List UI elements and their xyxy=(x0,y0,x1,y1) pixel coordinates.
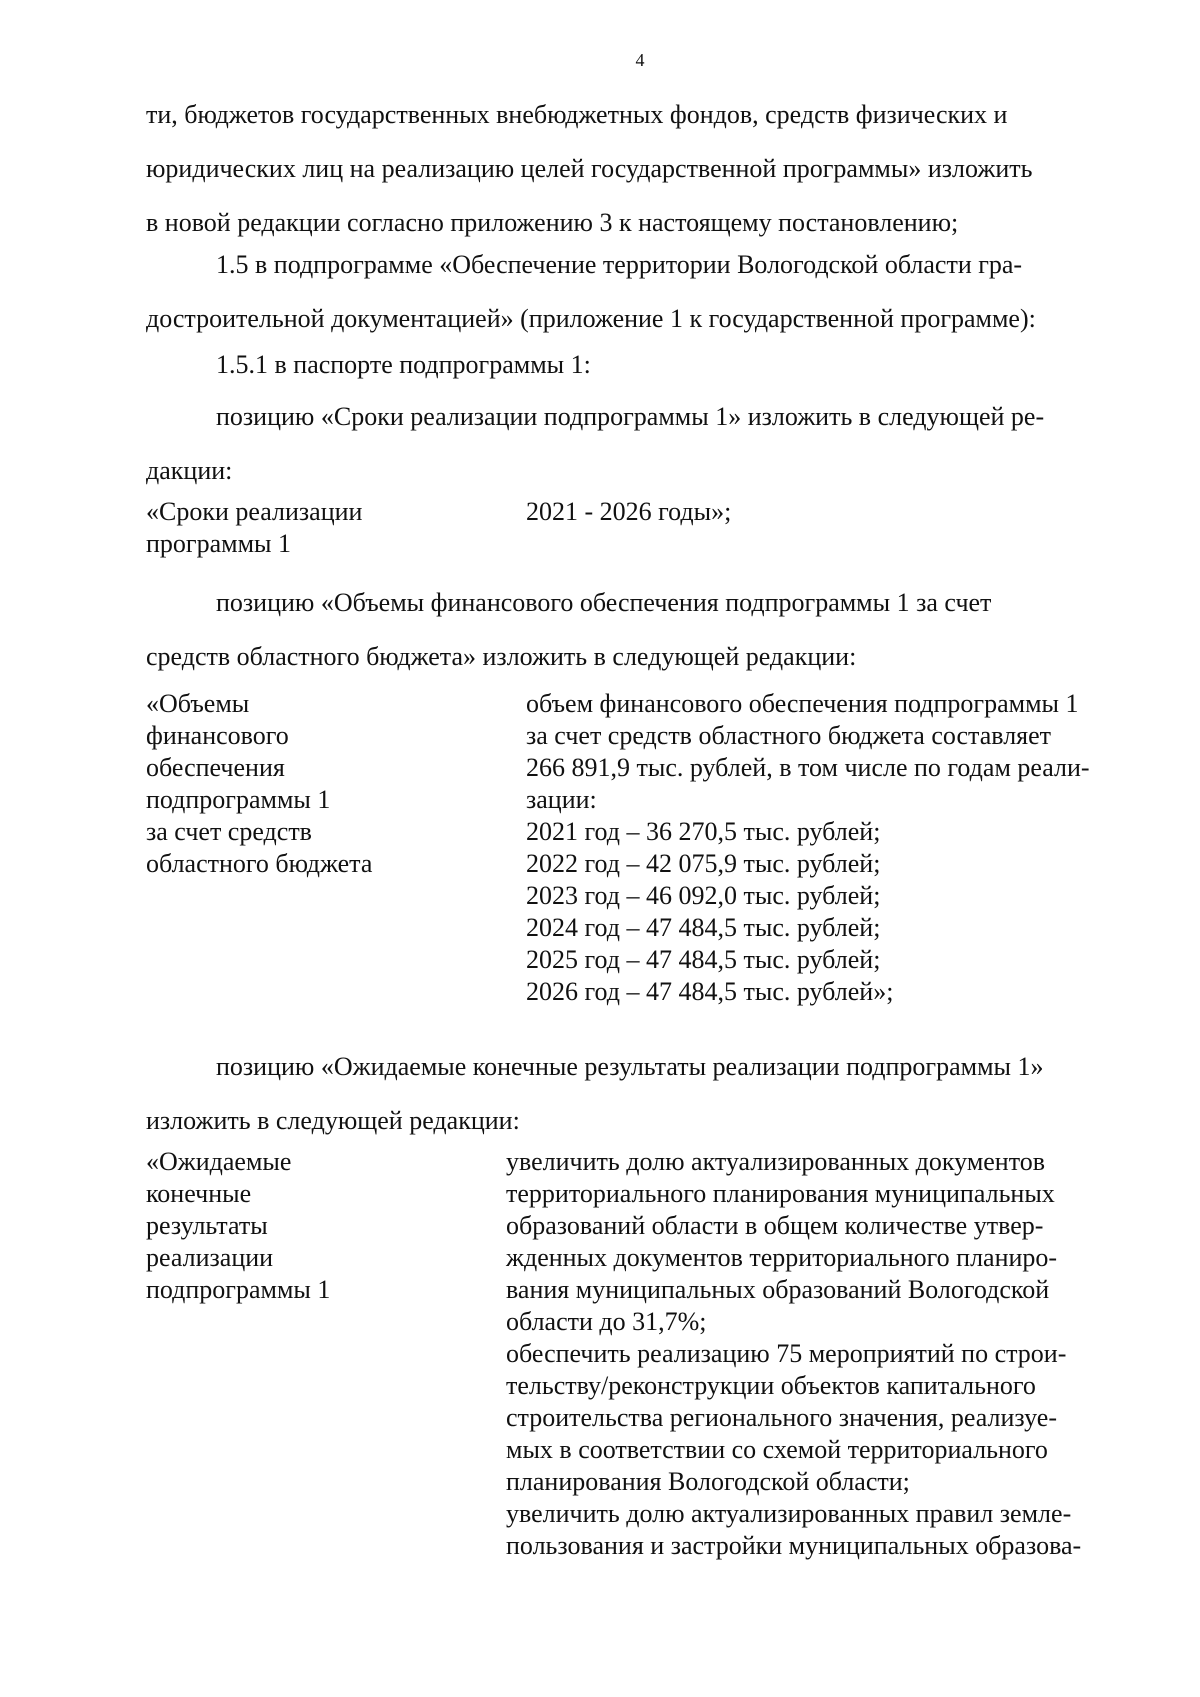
value-line: тельству/реконструкции объектов капитального xyxy=(506,1371,1036,1400)
value-line: 2024 год – 47 484,5 тыс. рублей; xyxy=(526,913,881,942)
item-1-5 xyxy=(146,238,1136,346)
label-line: конечные xyxy=(146,1179,252,1208)
intro-line: ти, бюджетов государственных внебюджетных фондов, средств физических и xyxy=(146,100,1008,129)
value-line: за счет средств областного бюджета составляет xyxy=(526,721,1052,750)
position-results-line: позицию «Ожидаемые конечные результаты реализации подпрограммы 1» xyxy=(216,1052,1044,1081)
table-row xyxy=(146,496,1136,560)
item-1-5-1 xyxy=(146,338,1136,392)
value-line: жденных документов территориального планиро- xyxy=(506,1243,1058,1272)
value-line: 2023 год – 46 092,0 тыс. рублей; xyxy=(526,881,881,910)
value-line: увеличить долю актуализированных документов xyxy=(506,1147,1046,1176)
value-line: планирования Вологодской области; xyxy=(506,1467,910,1496)
item-1-5-line: достроительной документацией» (приложение 1 к государственной программе): xyxy=(146,304,1036,333)
position-results-line: изложить в следующей редакции: xyxy=(146,1106,520,1135)
position-funding-intro xyxy=(146,576,1136,684)
table-row xyxy=(146,1146,1136,1562)
label-line: «Ожидаемые xyxy=(146,1147,292,1176)
label-line: за счет средств xyxy=(146,817,312,846)
position-results-intro xyxy=(146,1040,1136,1148)
value-line: территориального планирования муниципальных xyxy=(506,1179,1055,1208)
value-line: строительства регионального значения, реализуе- xyxy=(506,1403,1057,1432)
label-line: реализации xyxy=(146,1243,274,1272)
value-line: 2025 год – 47 484,5 тыс. рублей; xyxy=(526,945,881,974)
value-line: 2026 год – 47 484,5 тыс. рублей»; xyxy=(526,977,894,1006)
label-line: результаты xyxy=(146,1211,268,1240)
intro-paragraph xyxy=(146,88,1136,250)
item-1-5-1-line: 1.5.1 в паспорте подпрограммы 1: xyxy=(216,350,591,379)
page-number: 4 xyxy=(635,50,645,70)
position-terms-intro xyxy=(146,390,1136,498)
label-line: областного бюджета xyxy=(146,849,373,878)
row-value: 2021 - 2026 годы»; xyxy=(526,497,732,526)
value-line: объем финансового обеспечения подпрограммы 1 xyxy=(526,689,1079,718)
label-line: программы 1 xyxy=(146,529,291,558)
row-label xyxy=(146,688,526,1008)
intro-line: в новой редакции согласно приложению 3 к настоящему постановлению; xyxy=(146,208,959,237)
label-line: «Сроки реализации xyxy=(146,497,363,526)
item-1-5-line: 1.5 в подпрограмме «Обеспечение территории Вологодской области гра- xyxy=(216,250,1023,279)
value-line: вания муниципальных образований Вологодской xyxy=(506,1275,1050,1304)
value-line: образований области в общем количестве утвер- xyxy=(506,1211,1044,1240)
value-line: обеспечить реализацию 75 мероприятий по строи- xyxy=(506,1339,1067,1368)
value-line: 2022 год – 42 075,9 тыс. рублей; xyxy=(526,849,881,878)
table-row xyxy=(146,688,1136,1008)
position-funding-line: средств областного бюджета» изложить в следующей редакции: xyxy=(146,642,857,671)
intro-line: юридических лиц на реализацию целей государственной программы» изложить xyxy=(146,154,1033,183)
row-value xyxy=(506,1146,1081,1562)
row-label xyxy=(146,496,526,560)
label-line: обеспечения xyxy=(146,753,285,782)
value-line: зации: xyxy=(526,785,597,814)
position-terms-line: позицию «Сроки реализации подпрограммы 1» изложить в следующей ре- xyxy=(216,402,1045,431)
position-funding-line: позицию «Объемы финансового обеспечения подпрограммы 1 за счет xyxy=(216,588,992,617)
position-results-table xyxy=(146,1146,1136,1562)
value-line: мых в соответствии со схемой территориального xyxy=(506,1435,1048,1464)
position-funding-table xyxy=(146,688,1136,1008)
value-line: увеличить долю актуализированных правил земле- xyxy=(506,1499,1072,1528)
label-line: подпрограммы 1 xyxy=(146,1275,331,1304)
value-line: пользования и застройки муниципальных образова- xyxy=(506,1531,1082,1560)
position-terms-table xyxy=(146,496,1136,560)
label-line: финансового xyxy=(146,721,289,750)
label-line: «Объемы xyxy=(146,689,250,718)
value-line: 2021 год – 36 270,5 тыс. рублей; xyxy=(526,817,881,846)
row-label xyxy=(146,1146,506,1562)
row-value xyxy=(526,688,1090,1008)
label-line: подпрограммы 1 xyxy=(146,785,331,814)
value-line: области до 31,7%; xyxy=(506,1307,707,1336)
value-line: 266 891,9 тыс. рублей, в том числе по годам реали- xyxy=(526,753,1090,782)
position-terms-line: дакции: xyxy=(146,456,233,485)
